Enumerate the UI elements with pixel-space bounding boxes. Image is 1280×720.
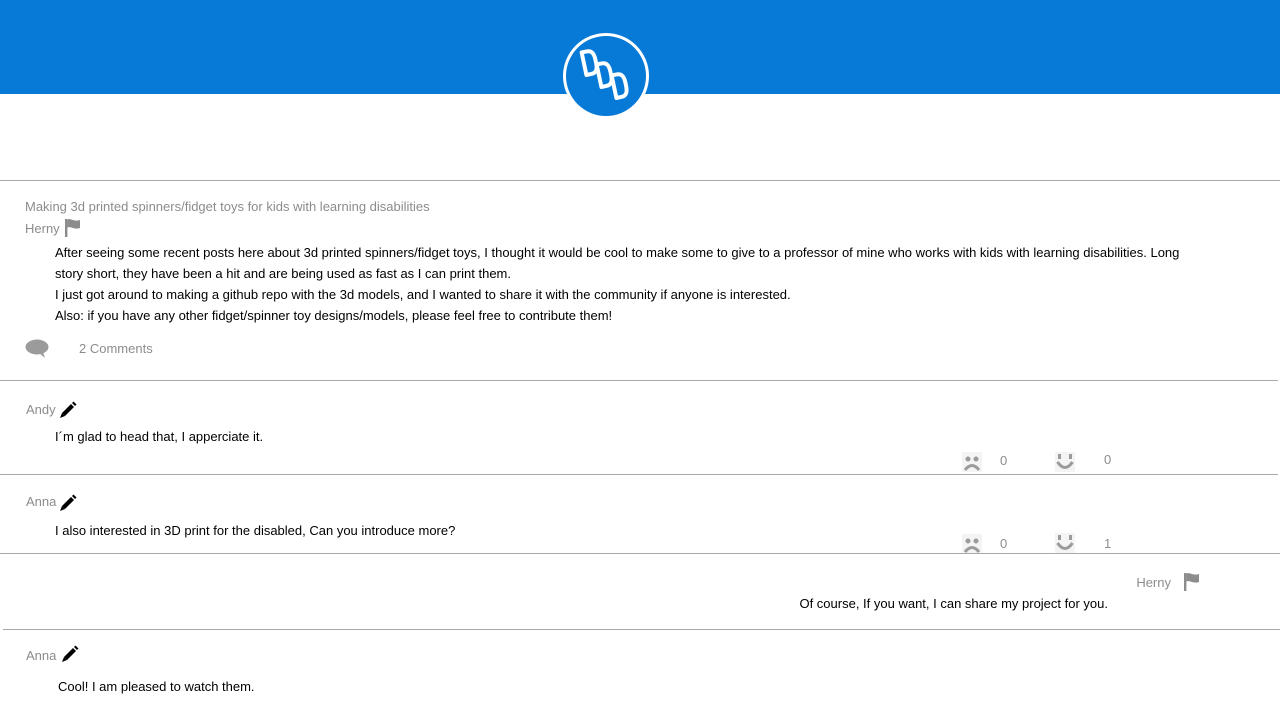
comment-author[interactable]: Anna	[26, 648, 57, 663]
pencil-icon[interactable]	[59, 401, 77, 419]
post-body	[55, 242, 1185, 326]
pencil-icon[interactable]	[59, 494, 77, 512]
comment-bubble-icon[interactable]	[25, 339, 51, 359]
post-paragraph: Also: if you have any other fidget/spinner toy designs/models, please feel free to contribute them!	[55, 308, 613, 323]
post-paragraph: After seeing some recent posts here about 3d printed spinners/fidget toys, I thought it would be cool to make some to give to a professor of mine who works with kids with learning disabilities. Long story short, they have been a hit and are being used as fast as I can print them.	[55, 245, 1180, 281]
ddd-logo-icon[interactable]	[563, 33, 649, 119]
comment-text: Cool! I am pleased to watch them.	[58, 679, 255, 694]
comment-text: Of course, If you want, I can share my project for you.	[799, 596, 1108, 611]
comment-author[interactable]: Andy	[26, 402, 56, 417]
comments-count-link[interactable]: 2 Comments	[79, 341, 153, 356]
divider	[0, 380, 1278, 381]
smile-face-icon[interactable]	[1055, 533, 1075, 553]
dislike-count: 0	[1000, 453, 1008, 468]
post-author[interactable]: Herny	[25, 221, 60, 236]
divider	[0, 474, 1278, 475]
flag-icon[interactable]	[1183, 572, 1201, 592]
divider	[0, 180, 1280, 181]
like-count: 1	[1104, 536, 1112, 551]
flag-icon[interactable]	[64, 218, 82, 238]
post-paragraph: I just got around to making a github repo with the 3d models, and I wanted to share it with the community if anyone is interested.	[55, 287, 791, 302]
comment-author[interactable]: Anna	[26, 494, 57, 509]
divider	[3, 629, 1280, 630]
post-title[interactable]: Making 3d printed spinners/fidget toys for kids with learning disabilities	[25, 199, 430, 214]
comment-author[interactable]: Herny	[1136, 575, 1171, 590]
sad-face-icon[interactable]	[962, 534, 982, 554]
pencil-icon[interactable]	[61, 645, 79, 663]
smile-face-icon[interactable]	[1055, 452, 1075, 472]
sad-face-icon[interactable]	[962, 452, 982, 472]
divider	[0, 553, 1280, 554]
comment-text: I also interested in 3D print for the disabled, Can you introduce more?	[55, 523, 456, 538]
comment-text: I´m glad to head that, I apperciate it.	[55, 429, 264, 444]
like-count: 0	[1104, 452, 1112, 467]
dislike-count: 0	[1000, 536, 1008, 551]
